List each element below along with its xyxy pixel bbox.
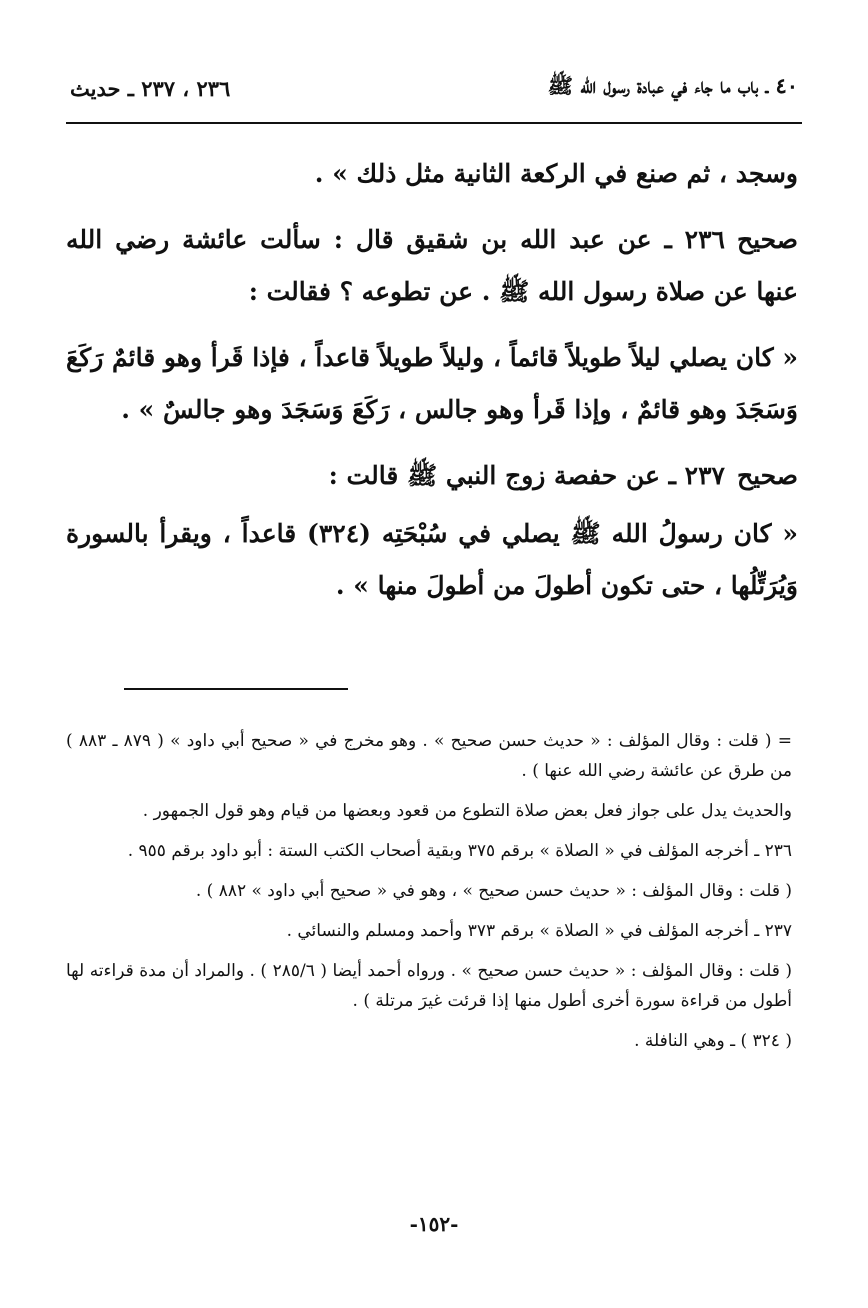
continued-paragraph: وسجد ، ثم صنع في الركعة الثانية مثل ذلك » . bbox=[314, 159, 798, 188]
footnote-324: ( ٣٢٤ ) ـ وهي النافلة . bbox=[634, 1031, 792, 1051]
hadith-range: ٢٣٦ ، ٢٣٧ ـ حديث bbox=[70, 75, 231, 101]
header-divider bbox=[66, 122, 802, 124]
hadith-237-heading bbox=[66, 450, 798, 502]
footnote-236-grading: ( قلت : وقال المؤلف : « حديث حسن صحيح » ، وهو في « صحيح أبي داود » ٨٨٢ ) . bbox=[195, 881, 792, 901]
page-number: -١٥٢- bbox=[409, 1212, 459, 1236]
chapter-title: ٤٠ ـ باب ما جاء في عبادة رسول الله ﷺ bbox=[547, 72, 798, 98]
hadith-236-heading bbox=[66, 214, 798, 318]
hadith-236-grade: صحيح bbox=[736, 225, 798, 254]
footnote-divider bbox=[124, 688, 348, 690]
footnote-236-source: ٢٣٦ ـ أخرجه المؤلف في « الصلاة » برقم ٣٧٥ وبقية أصحاب الكتب الستة : أبو داود برقم ٩٥٥ . bbox=[127, 841, 792, 861]
hadith-237-intro: ٢٣٧ ـ عن حفصة زوج النبي ﷺ قالت : bbox=[328, 461, 725, 490]
main-text bbox=[66, 148, 798, 612]
footnotes bbox=[66, 726, 792, 1056]
footnote-commentary: والحديث يدل على جواز فعل بعض صلاة التطوع من قعود وبعضها من قيام وهو قول الجمهور . bbox=[142, 801, 792, 821]
hadith-236-intro: ٢٣٦ ـ عن عبد الله بن شقيق قال : سألت عائشة رضي الله عنها عن صلاة رسول الله ﷺ . عن تطوعه ؟ فقالت : bbox=[66, 225, 798, 306]
hadith-237-grade: صحيح bbox=[736, 461, 798, 490]
footnote-continued: = ( قلت : وقال المؤلف : « حديث حسن صحيح » . وهو مخرج في « صحيح أبي داود » ( ٨٧٩ ـ ٨٨٣ ) من طرق عن عائشة رضي الله عنها ) . bbox=[66, 731, 792, 781]
hadith-236-quote: « كان يصلي ليلاً طويلاً قائماً ، وليلاً طويلاً قاعداً ، فإذا قَرأ وهو قائمٌ رَكَعَ وَسَجَدَ وهو قائمٌ ، وإذا قَرأ وهو جالس ، رَكَعَ وَسَجَدَ وهو جالسٌ » . bbox=[66, 343, 798, 424]
footnote-237-source: ٢٣٧ ـ أخرجه المؤلف في « الصلاة » برقم ٣٧٣ وأحمد ومسلم والنسائي . bbox=[286, 921, 792, 941]
hadith-237-quote: « كان رسولُ الله ﷺ يصلي في سُبْحَتِه (٣٢٤) قاعداً ، ويقرأ بالسورة وَيُرَتِّلُها ، حتى تكون أطولَ من أطولَ منها » . bbox=[66, 519, 798, 600]
footnote-237-grading: ( قلت : وقال المؤلف : « حديث حسن صحيح » . ورواه أحمد أيضا ( ٢٨٥/٦ ) . والمراد أن مدة قراءته لها أطول من قراءة سورة أخرى أطول منها إذا قرئت غيرَ مرتلة ) . bbox=[66, 961, 793, 1011]
running-header bbox=[70, 68, 798, 108]
